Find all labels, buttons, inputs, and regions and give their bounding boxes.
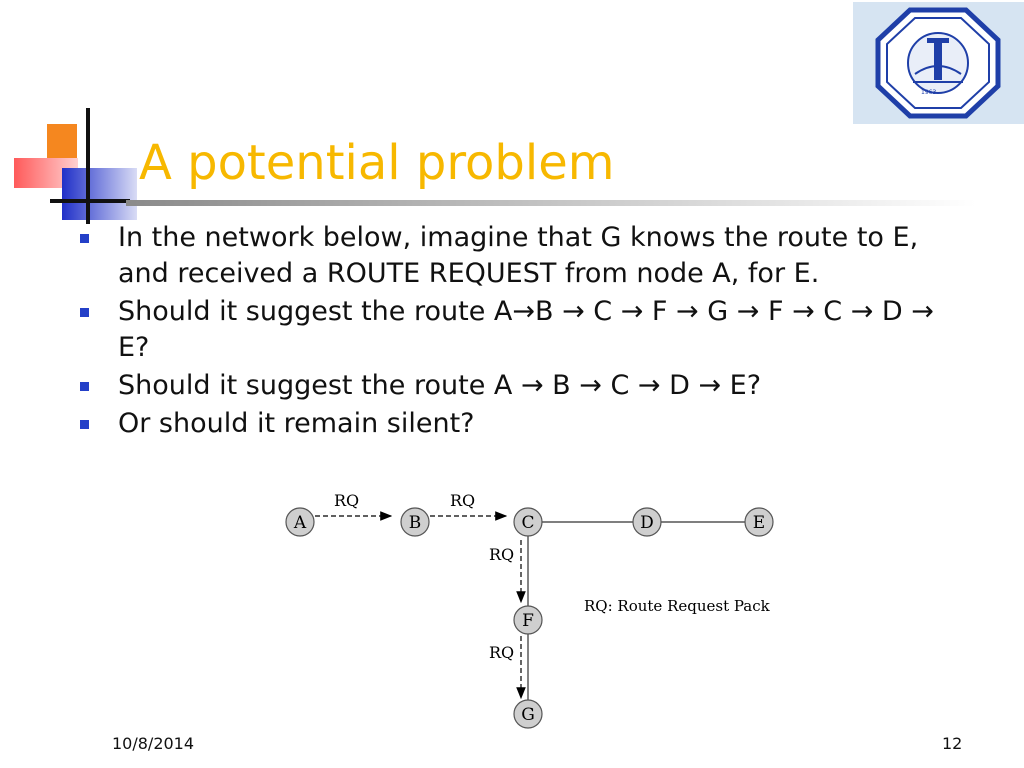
node-a-label: A [293, 513, 307, 533]
node-b-label: B [408, 513, 422, 533]
title-underline [126, 200, 976, 206]
bullet-list [80, 220, 940, 444]
bullet-text: In the network below, imagine that G knows the route to E, and received a ROUTE REQUEST from node A, for E. [118, 222, 919, 289]
bullet-text: Should it suggest the route A → B → C → D → E? [118, 370, 762, 401]
decor-orange-square [47, 124, 77, 160]
university-logo [853, 2, 1024, 124]
svg-text:1963: 1963 [921, 89, 937, 96]
square-bullet-icon [80, 234, 89, 243]
node-d [633, 508, 661, 536]
network-diagram [278, 484, 778, 734]
seal-icon [853, 2, 1024, 124]
node-g [514, 700, 542, 728]
node-f [514, 606, 542, 634]
bullet-item [80, 220, 940, 292]
square-bullet-icon [80, 382, 89, 391]
slide-title: A potential problem [139, 135, 615, 191]
node-b [401, 508, 429, 536]
decor-vertical-bar [86, 108, 90, 224]
rq-label-b-c: RQ [450, 491, 476, 510]
node-g-label: G [521, 705, 535, 725]
bullet-item [80, 294, 940, 366]
bullet-text: Should it suggest the route A→B → C → F → G → F → C → D → E? [118, 296, 934, 363]
footer-date: 10/8/2014 [112, 734, 195, 753]
decor-horizontal-bar [50, 199, 130, 203]
rq-label-a-b: RQ [334, 491, 360, 510]
square-bullet-icon [80, 308, 89, 317]
square-bullet-icon [80, 420, 89, 429]
decor-blue-square [62, 168, 137, 220]
node-f-label: F [522, 611, 534, 631]
node-a [286, 508, 314, 536]
bullet-item [80, 368, 940, 404]
bullet-item [80, 406, 940, 442]
node-c [514, 508, 542, 536]
node-e [745, 508, 773, 536]
node-d-label: D [640, 513, 654, 533]
page-number: 12 [942, 734, 963, 753]
rq-label-f-g: RQ [489, 643, 515, 662]
node-e-label: E [752, 513, 766, 533]
bullet-text: Or should it remain silent? [118, 408, 475, 439]
diagram-legend: RQ: Route Request Pack [584, 597, 770, 615]
rq-label-c-f: RQ [489, 545, 515, 564]
node-c-label: C [521, 513, 535, 533]
